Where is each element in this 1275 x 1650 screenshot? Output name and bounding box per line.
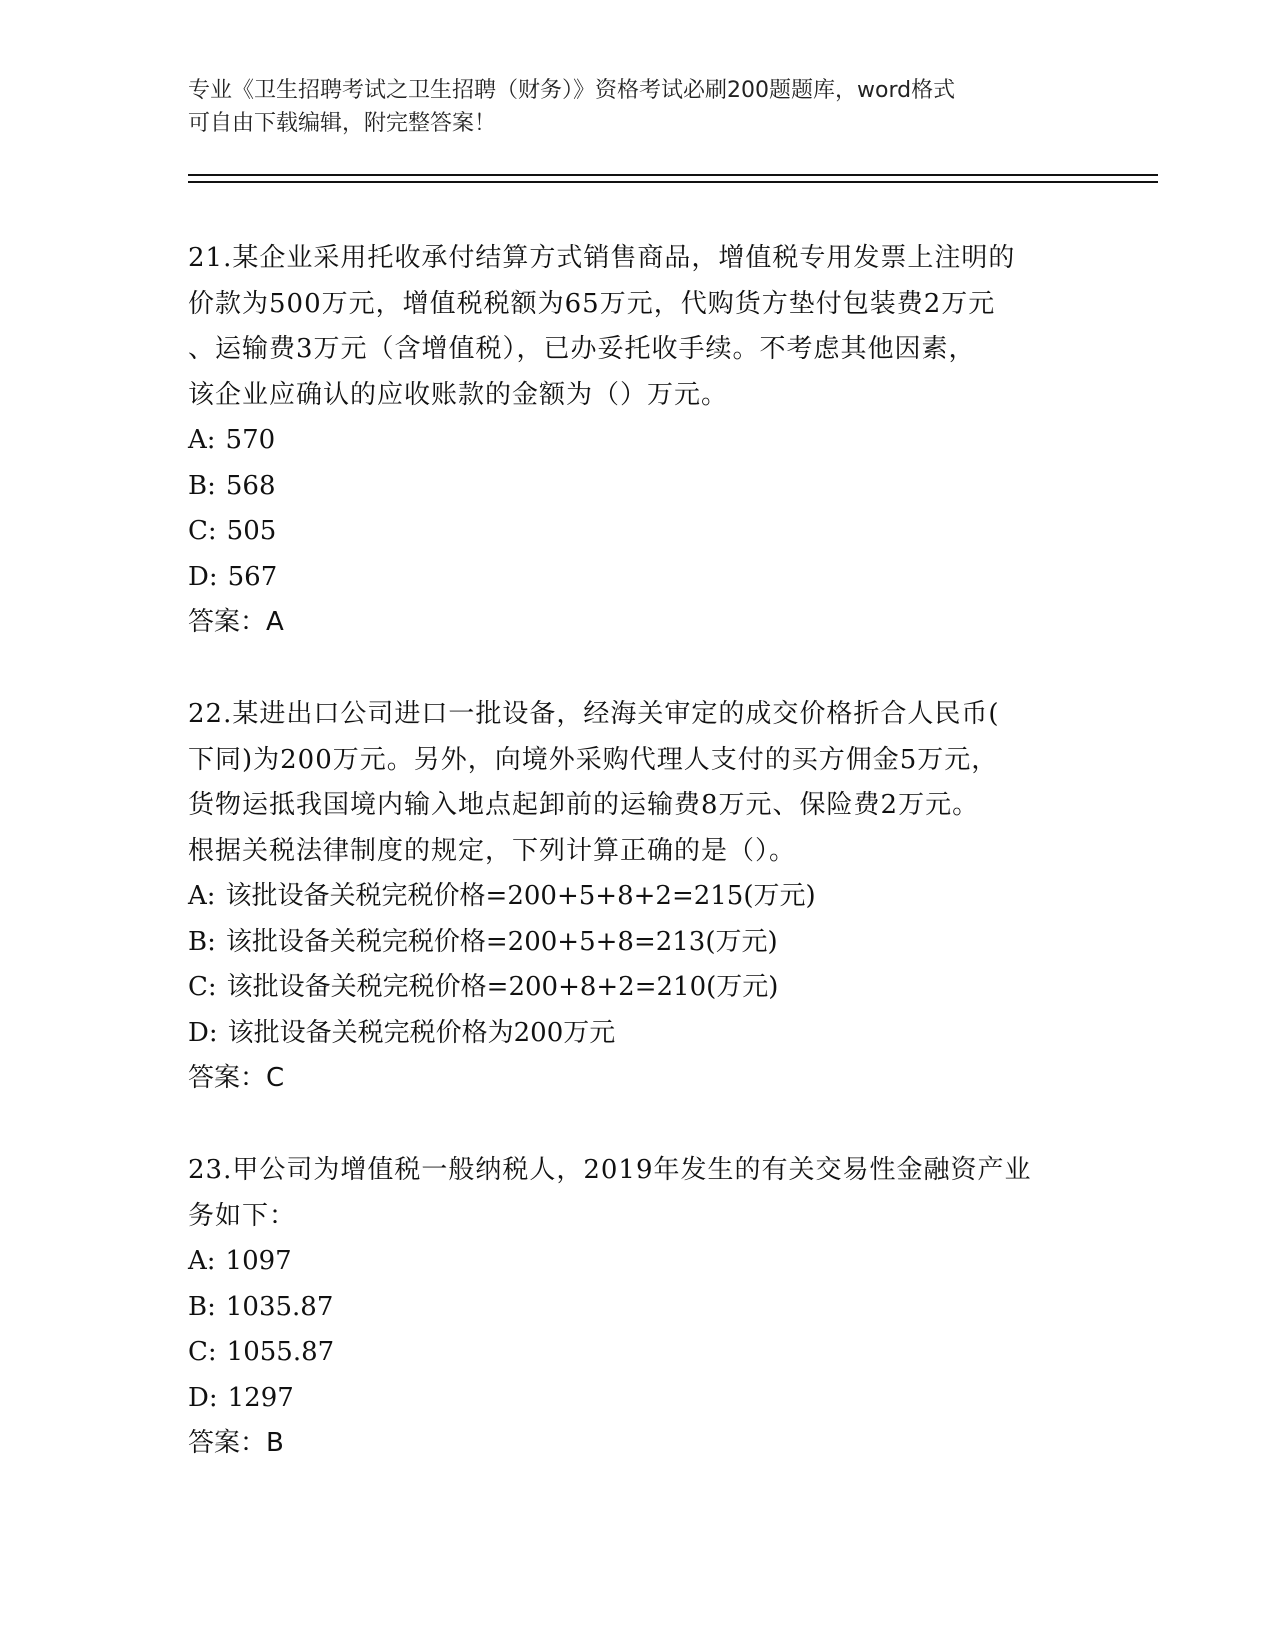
question-22 [188,692,1088,1102]
option-letter: C: [188,972,217,1002]
option-c [188,1330,1088,1376]
question-stem-line: 货物运抵我国境内输入地点起卸前的运输费8万元、保险费2万元。 [188,790,980,820]
question-stem-line: 22.某进出口公司进口一批设备，经海关审定的成交价格折合人民币( [188,699,1000,729]
question-23 [188,1148,1088,1467]
option-b [188,1285,1088,1331]
option-text: 该批设备关税完税价格为200万元 [227,1017,616,1048]
answer-line: 答案：B [188,1428,284,1458]
option-letter: A: [188,1246,216,1276]
header-divider-top [188,174,1158,176]
option-d [188,555,1088,601]
option-text: 1055.87 [226,1337,335,1367]
option-text: 1035.87 [225,1291,334,1322]
option-letter: C: [188,516,217,546]
answer-line: 答案：A [188,607,284,637]
option-d [188,1011,1088,1057]
option-text: 该批设备关税完税价格=200+5+8+2=215(万元) [225,881,816,911]
option-letter: A: [188,881,216,911]
option-b [188,920,1088,966]
question-stem-line: 23.甲公司为增值税一般纳税人，2019年发生的有关交易性金融资产业 [188,1155,1032,1185]
answer-line: 答案：C [188,1063,285,1093]
question-stem-line: 根据关税法律制度的规定，下列计算正确的是（）。 [188,835,797,866]
option-a [188,1239,1088,1285]
document-header [188,74,1088,140]
option-letter: D: [188,561,218,592]
question-stem-line: 价款为500万元，增值税税额为65万元，代购货方垫付包装费2万元 [188,288,996,319]
option-text: 505 [226,516,277,546]
option-text: 568 [225,470,276,501]
option-letter: B: [188,926,216,957]
option-letter: C: [188,1337,217,1367]
question-stem-line: 21.某企业采用托收承付结算方式销售商品，增值税专用发票上注明的 [188,243,1016,273]
option-b [188,464,1088,510]
option-d [188,1376,1088,1422]
question-stem-line: 、运输费3万元（含增值税），已办妥托收手续。不考虑其他因素， [188,334,976,364]
option-text: 该批设备关税完税价格=200+8+2=210(万元) [226,972,779,1002]
question-stem-line: 该企业应确认的应收账款的金额为（）万元。 [188,379,729,410]
option-text: 1297 [227,1382,294,1413]
option-c [188,509,1088,555]
option-letter: B: [188,1291,216,1322]
option-text: 567 [227,561,278,592]
question-stem-line: 下同)为200万元。另外，向境外采购代理人支付的买方佣金5万元， [188,744,999,775]
option-letter: B: [188,470,216,501]
option-text: 1097 [225,1246,292,1276]
option-a [188,418,1088,464]
question-stem-line: 务如下： [188,1200,297,1231]
option-letter: D: [188,1017,218,1048]
header-title-line-1: 专业《卫生招聘考试之卫生招聘（财务）》资格考试必刷200题题库，word格式 [188,78,956,103]
option-a [188,874,1088,920]
option-text: 该批设备关税完税价格=200+5+8=213(万元) [225,926,778,957]
option-letter: A: [188,425,216,455]
option-text: 570 [225,425,276,455]
question-21 [188,236,1088,646]
header-title-line-2: 可自由下载编辑，附完整答案！ [188,111,497,136]
option-letter: D: [188,1382,218,1413]
option-c [188,965,1088,1011]
header-divider-bottom [188,181,1158,183]
